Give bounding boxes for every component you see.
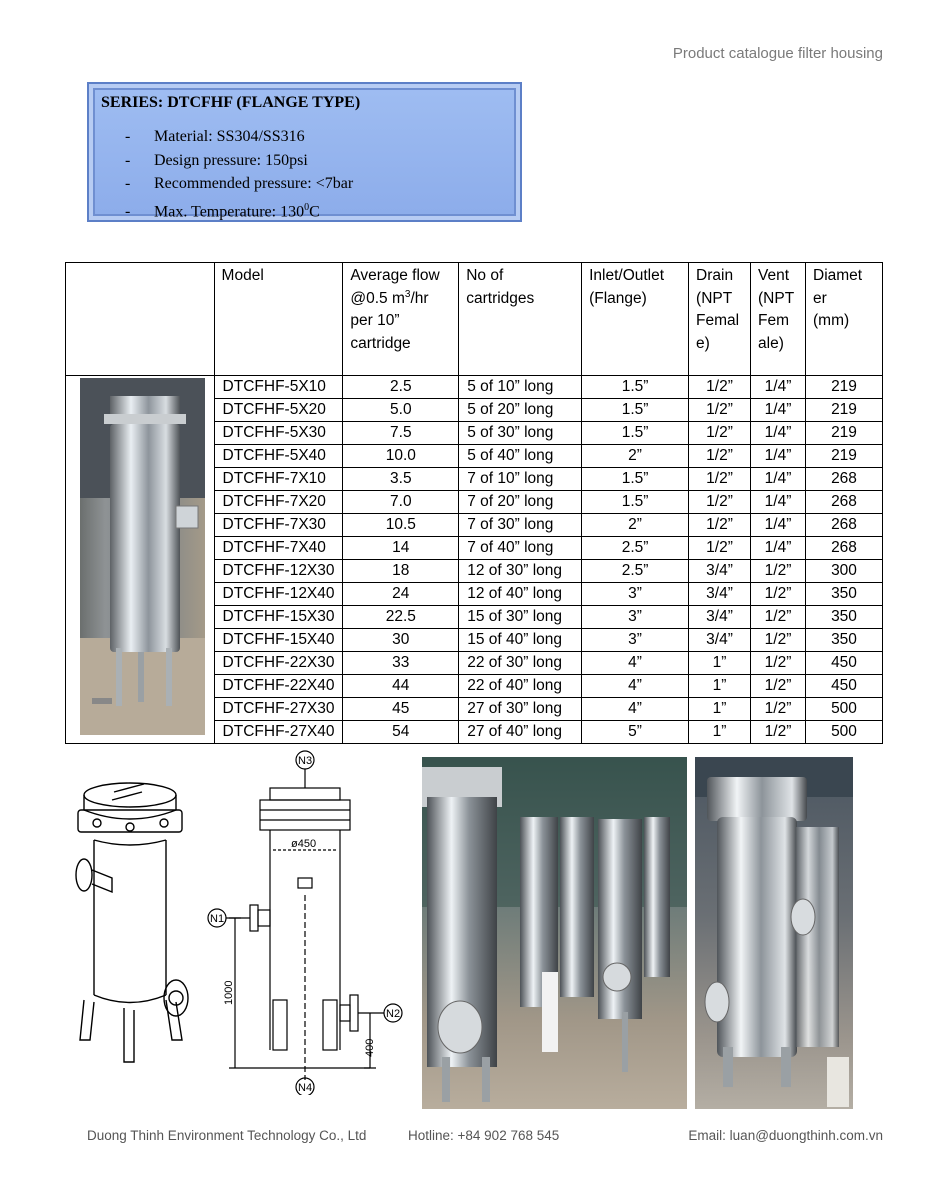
footer-company: Duong Thinh Environment Technology Co., Ltd — [87, 1128, 367, 1143]
cell-diameter: 450 — [806, 652, 883, 675]
cell-drain: 1/2” — [689, 376, 751, 399]
svg-text:N3: N3 — [298, 755, 313, 767]
header-drain: Drain (NPT Femal e) — [689, 263, 751, 376]
cell-model: DTCFHF-22X40 — [214, 675, 343, 698]
cell-diameter: 268 — [806, 537, 883, 560]
single-photo-art — [695, 757, 853, 1109]
cell-vent: 1/4” — [751, 445, 806, 468]
cell-model: DTCFHF-7X30 — [214, 514, 343, 537]
spec-item-design-pressure: - Design pressure: 150psi — [125, 151, 308, 169]
cell-drain: 1” — [689, 721, 751, 744]
cell-model: DTCFHF-7X20 — [214, 491, 343, 514]
cell-vent: 1/2” — [751, 675, 806, 698]
cell-vent: 1/4” — [751, 537, 806, 560]
cell-vent: 1/4” — [751, 514, 806, 537]
cell-model: DTCFHF-5X30 — [214, 422, 343, 445]
group-photo-art — [422, 757, 687, 1109]
cell-cartridges: 15 of 30” long — [459, 606, 582, 629]
cell-drain: 1/2” — [689, 445, 751, 468]
series-title: SERIES: DTCFHF (FLANGE TYPE) — [101, 94, 361, 111]
svg-text:N4: N4 — [298, 1082, 313, 1094]
cell-drain: 1/2” — [689, 422, 751, 445]
spec-item-material: - Material: SS304/SS316 — [125, 128, 305, 145]
svg-text:1000: 1000 — [223, 980, 235, 1005]
cell-cartridges: 7 of 40” long — [459, 537, 582, 560]
cell-diameter: 350 — [806, 629, 883, 652]
cell-vent: 1/2” — [751, 560, 806, 583]
cell-flow: 14 — [343, 537, 459, 560]
housing-elevation-drawing — [205, 750, 410, 1095]
cell-model: DTCFHF-27X30 — [214, 698, 343, 721]
cell-cartridges: 22 of 40” long — [459, 675, 582, 698]
cell-vent: 1/4” — [751, 376, 806, 399]
cell-vent: 1/4” — [751, 422, 806, 445]
cell-diameter: 500 — [806, 698, 883, 721]
cell-model: DTCFHF-12X30 — [214, 560, 343, 583]
svg-text:400: 400 — [364, 1038, 376, 1057]
cell-inlet: 3” — [582, 629, 689, 652]
cell-diameter: 268 — [806, 514, 883, 537]
cell-diameter: 268 — [806, 468, 883, 491]
cell-vent: 1/2” — [751, 698, 806, 721]
cell-flow: 18 — [343, 560, 459, 583]
cell-inlet: 4” — [582, 675, 689, 698]
cell-drain: 1/2” — [689, 514, 751, 537]
cell-drain: 1” — [689, 652, 751, 675]
cell-cartridges: 22 of 30” long — [459, 652, 582, 675]
product-photo-housing — [80, 378, 205, 735]
cell-drain: 3/4” — [689, 560, 751, 583]
cell-diameter: 350 — [806, 606, 883, 629]
cell-flow: 24 — [343, 583, 459, 606]
cell-vent: 1/2” — [751, 606, 806, 629]
svg-text:N1: N1 — [210, 913, 225, 925]
cell-drain: 1/2” — [689, 468, 751, 491]
cell-diameter: 219 — [806, 399, 883, 422]
cell-cartridges: 7 of 30” long — [459, 514, 582, 537]
series-spec-box — [87, 82, 522, 222]
cell-model: DTCFHF-7X10 — [214, 468, 343, 491]
cell-diameter: 219 — [806, 376, 883, 399]
cell-flow: 33 — [343, 652, 459, 675]
cell-flow: 45 — [343, 698, 459, 721]
cell-inlet: 2” — [582, 445, 689, 468]
cell-flow: 30 — [343, 629, 459, 652]
cell-cartridges: 5 of 40” long — [459, 445, 582, 468]
cell-drain: 1/2” — [689, 399, 751, 422]
cell-drain: 3/4” — [689, 629, 751, 652]
cell-flow: 2.5 — [343, 376, 459, 399]
header-model: Model — [214, 263, 343, 376]
cell-model: DTCFHF-22X30 — [214, 652, 343, 675]
cell-flow: 22.5 — [343, 606, 459, 629]
cell-cartridges: 15 of 40” long — [459, 629, 582, 652]
cell-diameter: 268 — [806, 491, 883, 514]
cell-cartridges: 12 of 30” long — [459, 560, 582, 583]
cell-flow: 10.5 — [343, 514, 459, 537]
cell-model: DTCFHF-5X10 — [214, 376, 343, 399]
cell-cartridges: 12 of 40” long — [459, 583, 582, 606]
cell-diameter: 219 — [806, 422, 883, 445]
spec-item-recommended-pressure: - Recommended pressure: <7bar — [125, 175, 354, 192]
header-vent: Vent (NPT Fem ale) — [751, 263, 806, 376]
cell-flow: 10.0 — [343, 445, 459, 468]
cell-cartridges: 7 of 20” long — [459, 491, 582, 514]
header-image — [66, 263, 215, 376]
cell-inlet: 4” — [582, 698, 689, 721]
cell-model: DTCFHF-7X40 — [214, 537, 343, 560]
svg-text:ø450: ø450 — [291, 838, 317, 850]
cell-vent: 1/4” — [751, 399, 806, 422]
cell-cartridges: 5 of 10” long — [459, 376, 582, 399]
cell-diameter: 300 — [806, 560, 883, 583]
cell-inlet: 5” — [582, 721, 689, 744]
header-cartridges: No of cartridges — [459, 263, 582, 376]
cell-drain: 1/2” — [689, 491, 751, 514]
housing-photo-art — [80, 378, 205, 735]
cell-inlet: 3” — [582, 583, 689, 606]
cell-diameter: 350 — [806, 583, 883, 606]
header-inlet-outlet: Inlet/Outlet (Flange) — [582, 263, 689, 376]
cell-inlet: 2.5” — [582, 537, 689, 560]
cell-vent: 1/4” — [751, 468, 806, 491]
spec-item-max-temperature: - Max. Temperature: $130^0C$ — [125, 201, 320, 220]
cell-flow: 3.5 — [343, 468, 459, 491]
running-header: Product catalogue filter housing — [672, 45, 883, 62]
cell-model: DTCFHF-15X40 — [214, 629, 343, 652]
header-flow: Average flow @0.5 $m^3/hr$ per 10” cartridge — [343, 263, 459, 376]
cell-flow: 54 — [343, 721, 459, 744]
cell-model: DTCFHF-27X40 — [214, 721, 343, 744]
cell-cartridges: 27 of 30” long — [459, 698, 582, 721]
cell-flow: 44 — [343, 675, 459, 698]
cell-flow: 7.5 — [343, 422, 459, 445]
cell-vent: 1/2” — [751, 629, 806, 652]
cell-vent: 1/4” — [751, 491, 806, 514]
cell-drain: 3/4” — [689, 606, 751, 629]
cell-inlet: 2” — [582, 514, 689, 537]
header-diameter: Diamet er (mm) — [806, 263, 883, 376]
cell-drain: 3/4” — [689, 583, 751, 606]
cell-inlet: 1.5” — [582, 422, 689, 445]
cell-inlet: 2.5” — [582, 560, 689, 583]
cell-vent: 1/2” — [751, 652, 806, 675]
table-header-row — [66, 263, 883, 376]
cell-inlet: 1.5” — [582, 376, 689, 399]
cell-inlet: 1.5” — [582, 491, 689, 514]
spec-list — [125, 125, 353, 223]
cell-diameter: 219 — [806, 445, 883, 468]
cell-drain: 1” — [689, 675, 751, 698]
cell-cartridges: 5 of 20” long — [459, 399, 582, 422]
cell-model: DTCFHF-5X20 — [214, 399, 343, 422]
product-photo-single — [695, 757, 853, 1109]
cell-inlet: 4” — [582, 652, 689, 675]
cell-inlet: 3” — [582, 606, 689, 629]
cell-inlet: 1.5” — [582, 399, 689, 422]
svg-text:N2: N2 — [386, 1008, 401, 1020]
cell-flow: 7.0 — [343, 491, 459, 514]
housing-outline-drawing — [72, 770, 190, 1070]
cell-model: DTCFHF-15X30 — [214, 606, 343, 629]
cell-cartridges: 7 of 10” long — [459, 468, 582, 491]
cell-vent: 1/2” — [751, 721, 806, 744]
cell-flow: 5.0 — [343, 399, 459, 422]
product-photo-group — [422, 757, 687, 1109]
cell-model: DTCFHF-5X40 — [214, 445, 343, 468]
footer-hotline: Hotline: +84 902 768 545 — [408, 1128, 560, 1143]
cell-diameter: 500 — [806, 721, 883, 744]
cell-diameter: 450 — [806, 675, 883, 698]
cell-inlet: 1.5” — [582, 468, 689, 491]
cell-cartridges: 27 of 40” long — [459, 721, 582, 744]
cell-drain: 1” — [689, 698, 751, 721]
cell-vent: 1/2” — [751, 583, 806, 606]
cell-drain: 1/2” — [689, 537, 751, 560]
cell-cartridges: 5 of 30” long — [459, 422, 582, 445]
footer-email[interactable]: Email: luan@duongthinh.com.vn — [688, 1128, 883, 1143]
cell-model: DTCFHF-12X40 — [214, 583, 343, 606]
